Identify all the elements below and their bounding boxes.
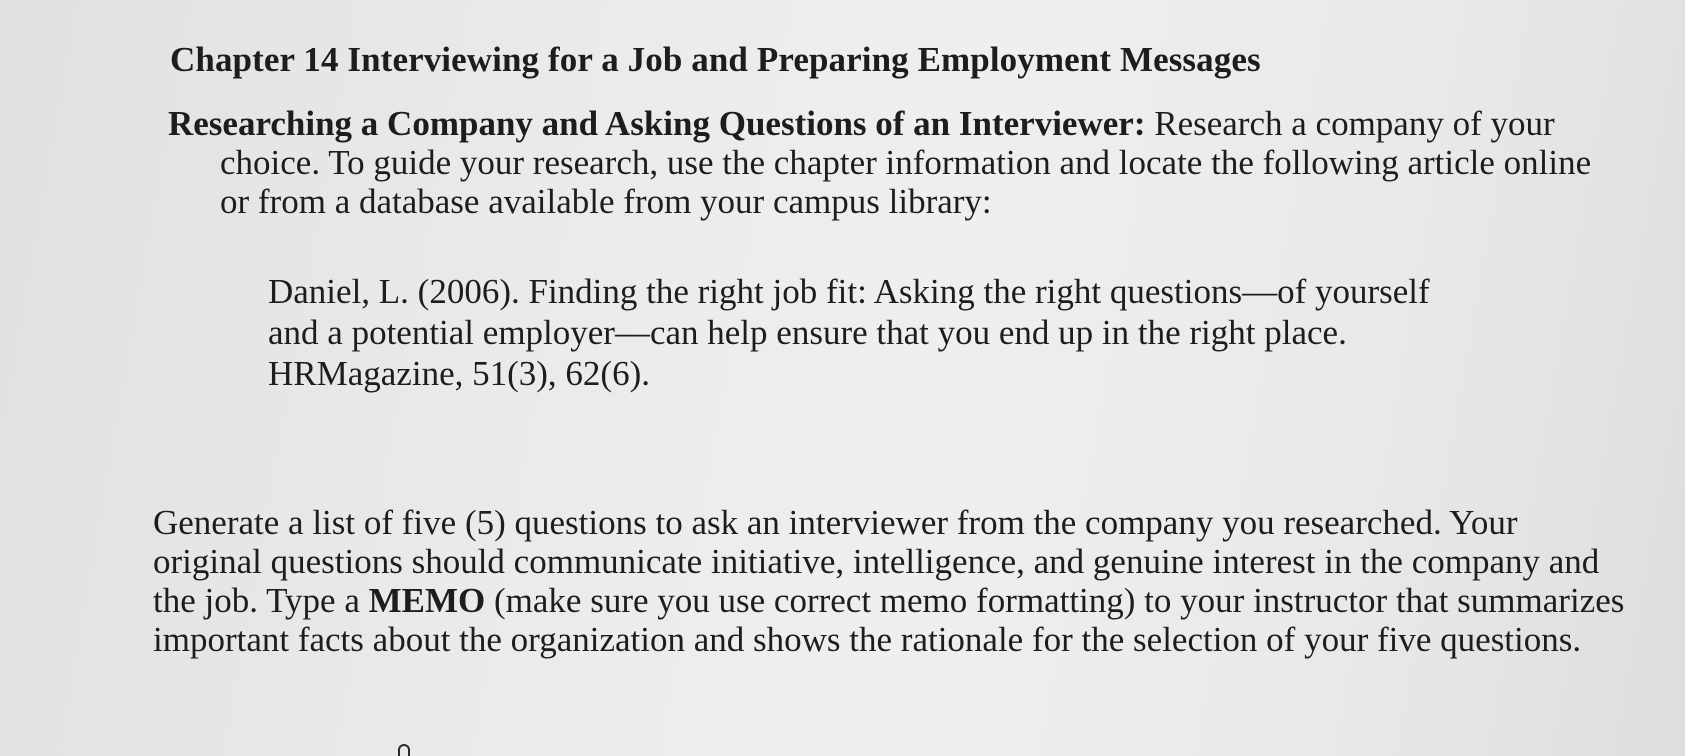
instructions-paragraph [153, 503, 1633, 659]
memo-emphasis: MEMO [368, 581, 486, 620]
article-citation: Daniel, L. (2006). Finding the right job fit: Asking the right questions—of yourself and a potential employer—can help ensure that you end up in the right place. HRMagazine, 51(3), 62(6). [268, 272, 1430, 393]
assignment-paragraph [168, 104, 1620, 221]
assignment-title: Researching a Company and Asking Questions of an Interviewer: [168, 104, 1146, 143]
chapter-heading: Chapter 14 Interviewing for a Job and Preparing Employment Messages [170, 40, 1261, 79]
instructions-part-2: (make sure you use correct memo formatting) to your instructor that summarizes important facts about the organization and shows the rationale for the selection of your five questions. [153, 581, 1625, 659]
assignment-body: Research a company of your choice. To guide your research, use the chapter information and locate the following article online or from a database available from your campus library: [220, 104, 1592, 221]
cut-off-text-fragment [398, 744, 410, 756]
instructions-part-1: Generate a list of five (5) questions to ask an interviewer from the company you researched. Your original questions should communicate initiative, intelligence, and genuine interest in the company and the job. Type a [153, 503, 1600, 620]
